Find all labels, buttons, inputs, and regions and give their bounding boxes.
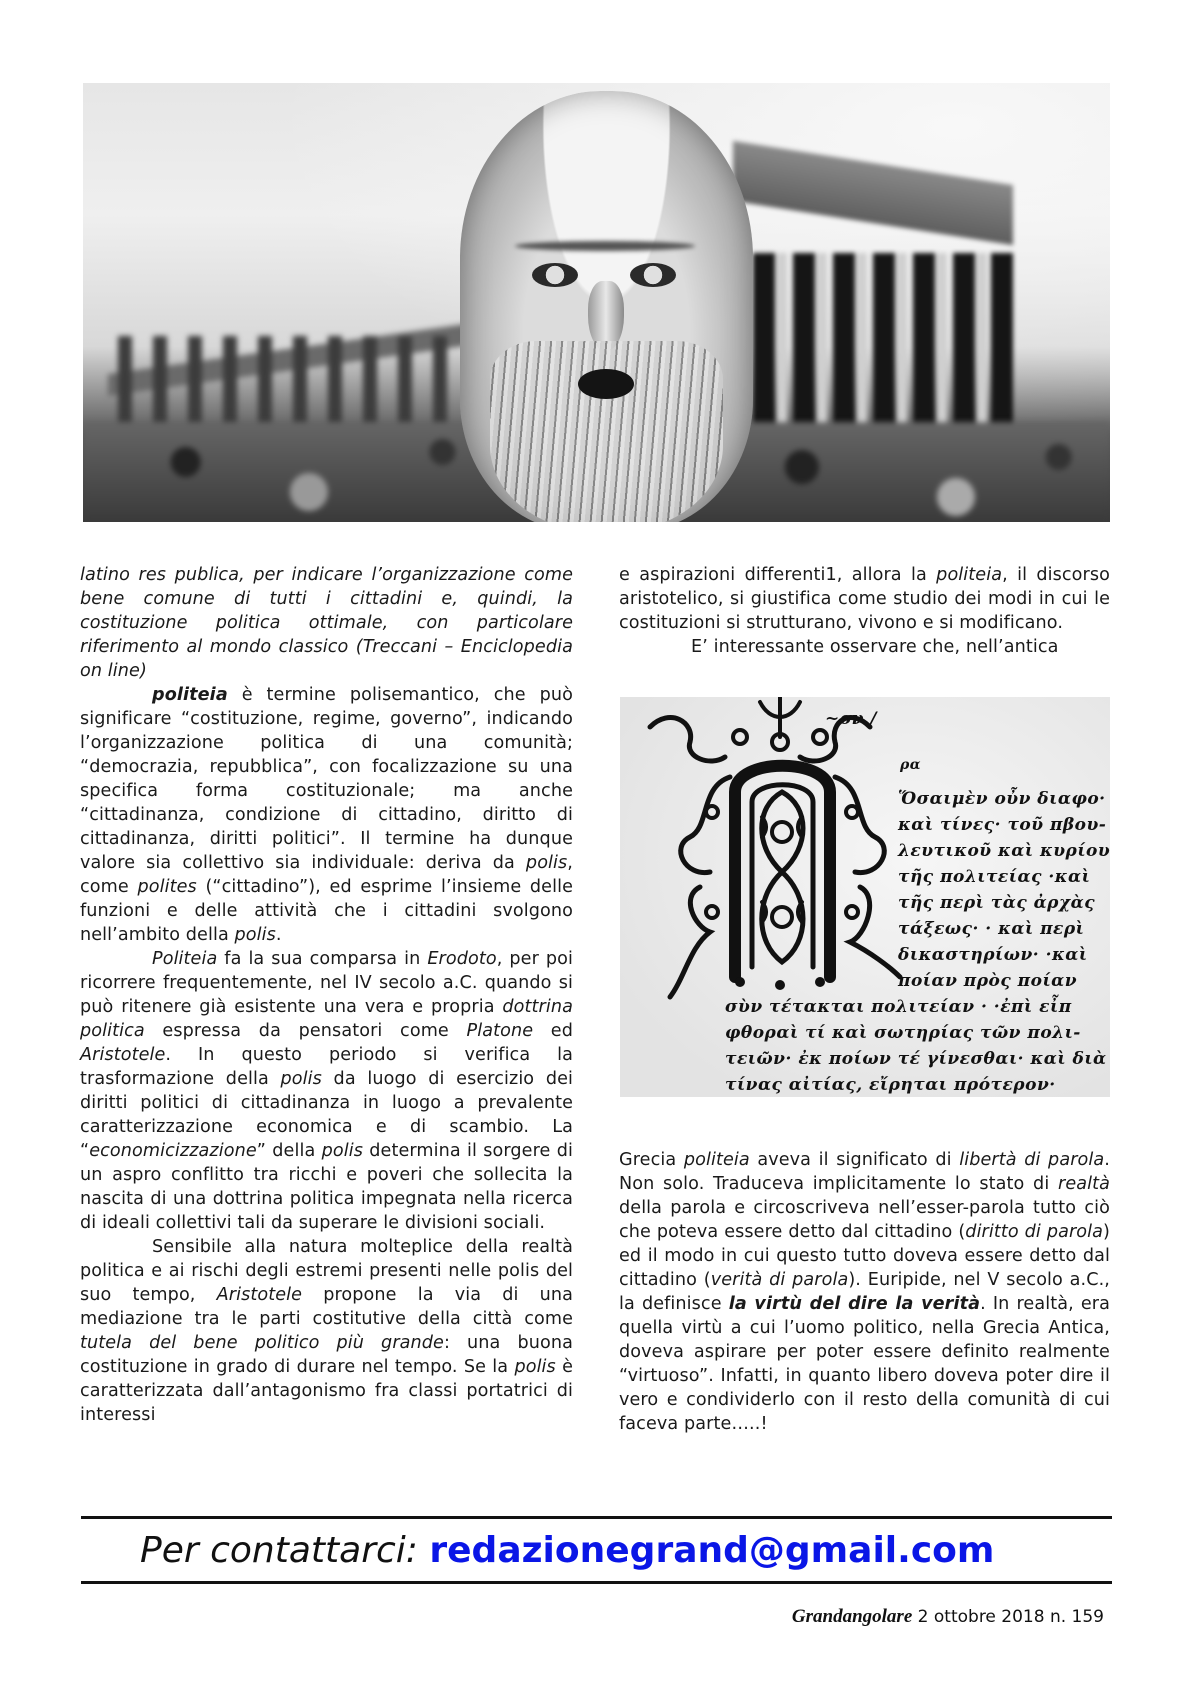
left-column [80,563,573,1427]
text-run: Grecia [619,1150,684,1170]
italic-text: polis [514,1357,556,1377]
right-column-top [619,563,1110,659]
text-run: : una buona costituzione in grado di durare nel tempo. Se la [80,1333,573,1377]
text-run: . In realtà, era quella virtù a cui l’uomo politico, nella Grecia Antica, doveva aspirare per poter essere definito realmente “virtuoso”. Infatti, in quanto libero doveva poter dire il vero e condividerlo con il resto della comunità di cui faceva parte…..! [619,1294,1110,1434]
italic-text: realtà [1057,1174,1110,1194]
parthenon-front [733,143,1033,443]
manuscript-line: λευτικοῦ καὶ κυρίου [898,841,1110,861]
publication-name: Grandangolare [791,1606,913,1627]
paragraph-aristotelian-discourse [619,563,1110,635]
italic-text: libertà di parola [959,1150,1105,1170]
paragraph-liberta-di-parola [619,1148,1110,1436]
text-run: aveva il significato di [749,1150,960,1170]
italic-text: Aristotele [216,1285,303,1305]
text-run: fa la sua comparsa in [217,949,428,969]
text-run: espressa da pensatori come [144,1021,467,1041]
greek-manuscript-image [620,697,1110,1097]
text-run: determina il sorgere di un aspro conflitto tra ricchi e poveri che sollecita la nascita di una dottrina politica impegnata nella ricerca di ideali collettivi tali da superare le divisioni sociali. [80,1141,574,1233]
text-run: ed [533,1021,573,1041]
italic-text: verità di parola [710,1270,849,1290]
manuscript-line: σὺν τέτακται πολιτείαν · ·ἐπὶ εἶπ [725,997,1072,1017]
text-run: . In questo periodo si verifica la trasformazione della [80,1045,573,1089]
contact-line [140,1530,994,1571]
italic-text: polis [321,1141,363,1161]
manuscript-line: φθοραὶ τί καὶ σωτηρίας τῶν πολι- [725,1023,1081,1043]
publication-footer [792,1606,1104,1628]
plato-bust [460,91,753,522]
manuscript-line: τῆς πολιτείας ·καὶ [898,867,1091,887]
contact-label: Per contattarci: [140,1530,430,1571]
paragraph-politeia-meaning [80,683,573,947]
italic-text: dottrina politica [80,997,573,1041]
issue-info: 2 ottobre 2018 n. 159 [912,1607,1104,1627]
manuscript-line: Ὅσαιμὲν οὖν διαφο· [898,789,1106,809]
text-run: ) ed il modo in cui questo tutto doveva essere detto dal cittadino ( [619,1222,1111,1290]
footer-top-rule [81,1516,1112,1519]
text-run: , come [80,853,573,897]
text-run: Sensibile alla natura molteplice della realtà politica e ai rischi degli estremi presenti nelle polis del suo tempo, [80,1237,573,1305]
text-run: , il discorso aristotelico, si giustifica come studio dei modi in cui le costituzioni si strutturano, vivono e si modificano. [619,565,1110,633]
italic-text: polites [137,877,197,897]
italic-text: politeia [936,565,1003,585]
paragraph-politeia-history [80,947,573,1235]
italic-text: diritto di parola [965,1222,1104,1242]
footer-bottom-rule [81,1581,1112,1584]
text-run: è termine polisemantico, che può significare “costituzione, regime, governo”, indicando l’organizzazione politica di una comunità; “democrazia, repubblica”, con focalizzazione su una specifica forma costituzionale; ma anche “cittadinanza, condizione di cittadino, diritto di cittadinanza, diritti politici”. Il termine ha dunque valore sia collettivo sia individuale: deriva da [80,685,573,873]
italic-text: polis [525,853,568,873]
text-run: e aspirazioni differenti1, allora la [619,565,937,585]
italic-text: Platone [466,1021,534,1041]
text-run: . [275,925,282,945]
italic-text: economicizzazione [89,1141,257,1161]
text-run: . Non solo. Traduceva implicitamente lo stato di [619,1150,1110,1194]
contact-email-link[interactable]: redazionegrand@gmail.com [429,1530,995,1571]
manuscript-line: ποίαν πρὸς ποίαν [898,971,1078,991]
manuscript-line: τειῶν· ἐκ ποίων τέ γίνεσθαι· καὶ διὰ [725,1049,1107,1069]
italic-text: polis [234,925,276,945]
paragraph-definition [80,563,573,683]
text-run: ” della [256,1141,322,1161]
header-image [83,83,1110,522]
italic-text: Politeia [152,949,218,969]
paragraph-aristotele [80,1235,573,1427]
manuscript-marginal-note: ρα [900,757,922,773]
manuscript-line: τῆς περὶ τὰς ἀρχὰς [898,893,1096,913]
emphasis-text: politeia [152,685,228,705]
right-column-bottom [619,1148,1110,1436]
manuscript-line: τίνας αἰτίας, εἴρηται πρότερον· [725,1075,1056,1095]
italic-text: Erodoto [427,949,497,969]
text-run: da luogo di esercizio dei diritti politici di cittadinanza in luogo a prevalente caratterizzazione economica e di scambio. La “ [80,1069,574,1161]
illuminated-initial-icon [640,697,920,1007]
manuscript-line: τάξεως· · καὶ περὶ [898,919,1085,939]
italic-text: tutela del bene politico più grande [80,1333,444,1353]
text-run: della parola e circoscriveva nell’esser-parola tutto ciò che poteva essere detto dal cittadino ( [619,1198,1110,1242]
manuscript-line: καὶ τίνες· τοῦ πβου- [898,815,1107,835]
manuscript-line: δικαστηρίων· ·καὶ [898,945,1088,965]
italic-text: Aristotele [80,1045,166,1065]
manuscript-marginal-note: ~ον / [825,709,878,729]
text-run: è caratterizzata dall’antagonismo fra classi portatrici di interessi [80,1357,573,1425]
text-run: , per poi ricorrere frequentemente, nel IV secolo a.C. quando si può ritenere già esistente una vera e propria [80,949,573,1017]
paragraph-interesting-start: E’ interessante osservare che, nell’antica [691,637,1059,657]
emphasis-text: la virtù del dire la verità [728,1294,981,1314]
text-run: propone la via di una mediazione tra le parti costitutive della città come [80,1285,573,1329]
italic-text: polis [280,1069,322,1089]
italic-text: latino res publica, per indicare l’organizzazione come bene comune di tutti i cittadini e, quindi, la costituzione politica ottimale, con particolare riferimento al mondo classico (Treccani – Enciclopedia on line) [80,565,573,681]
text-run: (“cittadino”), ed esprime l’insieme delle funzioni e delle attività che i cittadini svolgono nell’ambito della [80,877,573,945]
italic-text: politeia [683,1150,750,1170]
text-run: ). Euripide, nel V secolo a.C., la definisce [619,1270,1110,1314]
